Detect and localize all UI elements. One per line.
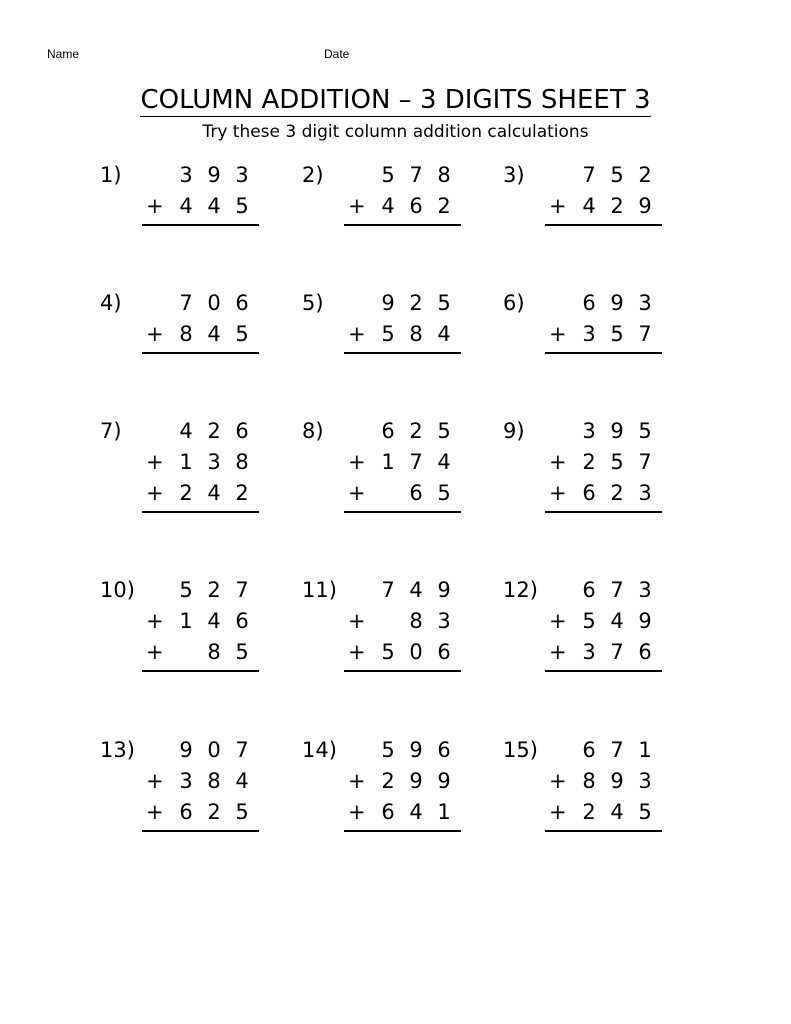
digit: 7: [409, 450, 423, 474]
digit: 3: [638, 769, 652, 793]
digit: 9: [437, 578, 451, 602]
name-label: Name: [47, 47, 80, 61]
digit: 3: [638, 578, 652, 602]
digit: 9: [179, 738, 193, 762]
plus-sign: +: [348, 800, 366, 824]
digit: 1: [179, 609, 193, 633]
digit: 5: [437, 291, 451, 315]
plus-sign: +: [549, 194, 567, 218]
problem-2: [302, 160, 492, 260]
addend-rows: [545, 160, 663, 222]
digit: 4: [437, 322, 451, 346]
digit: 3: [638, 291, 652, 315]
digit: 3: [582, 640, 596, 664]
digit: 5: [235, 322, 249, 346]
addend-row: [142, 447, 260, 478]
addend-row: [142, 478, 260, 509]
problem-14: [302, 735, 492, 835]
digit: 7: [638, 450, 652, 474]
digit: 6: [179, 800, 193, 824]
problem-1: [100, 160, 290, 260]
answer-line: [344, 352, 461, 354]
problem-number: 9): [503, 419, 525, 443]
digit: 5: [437, 419, 451, 443]
first-addend: [344, 160, 462, 191]
plus-sign: +: [146, 194, 164, 218]
addend-row: [344, 447, 462, 478]
digit: 2: [207, 419, 221, 443]
digit: 6: [582, 481, 596, 505]
plus-sign: +: [348, 322, 366, 346]
addend-rows: [545, 735, 663, 828]
digit: 2: [235, 481, 249, 505]
plus-sign: +: [146, 800, 164, 824]
answer-line: [142, 830, 259, 832]
digit: 4: [610, 609, 624, 633]
digit: 3: [638, 481, 652, 505]
digit: 9: [638, 609, 652, 633]
first-addend: [545, 416, 663, 447]
digit: 4: [179, 419, 193, 443]
addend-rows: [142, 160, 260, 222]
digit: 6: [381, 800, 395, 824]
digit: 6: [409, 481, 423, 505]
plus-sign: +: [146, 481, 164, 505]
addend-row: [545, 606, 663, 637]
problem-number: 14): [302, 738, 337, 762]
worksheet-subtitle: Try these 3 digit column addition calculations: [202, 122, 589, 142]
digit: 9: [437, 769, 451, 793]
problem-4: [100, 288, 290, 388]
digit: 4: [179, 194, 193, 218]
digit: 6: [235, 291, 249, 315]
digit: 8: [409, 609, 423, 633]
first-addend: [545, 160, 663, 191]
digit: 9: [610, 419, 624, 443]
problem-number: 13): [100, 738, 135, 762]
plus-sign: +: [146, 322, 164, 346]
digit: 0: [207, 291, 221, 315]
digit: 9: [610, 769, 624, 793]
digit: 5: [381, 163, 395, 187]
problem-number: 5): [302, 291, 324, 315]
plus-sign: +: [146, 450, 164, 474]
digit: 8: [235, 450, 249, 474]
digit: 0: [409, 640, 423, 664]
addend-rows: [142, 416, 260, 509]
digit: 3: [207, 450, 221, 474]
plus-sign: +: [348, 481, 366, 505]
plus-sign: +: [146, 609, 164, 633]
digit: 9: [207, 163, 221, 187]
digit: 4: [207, 609, 221, 633]
digit: 6: [437, 738, 451, 762]
digit: 8: [207, 640, 221, 664]
plus-sign: +: [549, 609, 567, 633]
addend-row: [142, 319, 260, 350]
date-label: Date: [324, 47, 350, 61]
problem-number: 8): [302, 419, 324, 443]
addend-rows: [142, 288, 260, 350]
plus-sign: +: [549, 481, 567, 505]
digit: 2: [638, 163, 652, 187]
digit: 6: [235, 609, 249, 633]
addend-row: [545, 766, 663, 797]
addend-rows: [142, 735, 260, 828]
digit: 2: [582, 800, 596, 824]
digit: 4: [207, 194, 221, 218]
digit: 8: [582, 769, 596, 793]
problem-number: 4): [100, 291, 122, 315]
worksheet-title-text: COLUMN ADDITION – 3 DIGITS SHEET 3: [140, 85, 651, 115]
digit: 9: [409, 769, 423, 793]
problem-number: 7): [100, 419, 122, 443]
digit: 6: [437, 640, 451, 664]
digit: 8: [409, 322, 423, 346]
answer-line: [142, 224, 259, 226]
problem-10: [100, 575, 290, 675]
addend-row: [545, 637, 663, 668]
digit: 7: [582, 163, 596, 187]
digit: 1: [179, 450, 193, 474]
addend-row: [344, 766, 462, 797]
digit: 2: [437, 194, 451, 218]
answer-line: [545, 670, 662, 672]
digit: 6: [582, 738, 596, 762]
digit: 6: [638, 640, 652, 664]
addend-row: [344, 637, 462, 668]
addend-row: [142, 797, 260, 828]
digit: 7: [381, 578, 395, 602]
addend-rows: [344, 735, 462, 828]
digit: 6: [409, 194, 423, 218]
addend-row: [545, 319, 663, 350]
digit: 6: [582, 291, 596, 315]
addend-row: [142, 637, 260, 668]
digit: 5: [638, 800, 652, 824]
digit: 1: [381, 450, 395, 474]
digit: 6: [381, 419, 395, 443]
first-addend: [344, 575, 462, 606]
digit: 3: [179, 769, 193, 793]
digit: 4: [381, 194, 395, 218]
addend-row: [344, 478, 462, 509]
first-addend: [142, 160, 260, 191]
plus-sign: +: [348, 609, 366, 633]
digit: 5: [610, 322, 624, 346]
digit: 4: [582, 194, 596, 218]
plus-sign: +: [348, 640, 366, 664]
plus-sign: +: [549, 640, 567, 664]
plus-sign: +: [549, 450, 567, 474]
digit: 5: [381, 738, 395, 762]
addend-row: [142, 606, 260, 637]
digit: 3: [582, 419, 596, 443]
digit: 1: [437, 800, 451, 824]
digit: 5: [437, 481, 451, 505]
first-addend: [545, 735, 663, 766]
addend-rows: [344, 416, 462, 509]
digit: 2: [409, 419, 423, 443]
plus-sign: +: [348, 769, 366, 793]
digit: 8: [179, 322, 193, 346]
answer-line: [545, 830, 662, 832]
problem-number: 6): [503, 291, 525, 315]
answer-line: [344, 511, 461, 513]
addend-row: [142, 191, 260, 222]
addend-rows: [545, 288, 663, 350]
addend-row: [545, 478, 663, 509]
digit: 2: [207, 578, 221, 602]
digit: 5: [381, 322, 395, 346]
digit: 5: [610, 450, 624, 474]
digit: 7: [409, 163, 423, 187]
digit: 4: [207, 481, 221, 505]
answer-line: [545, 511, 662, 513]
digit: 2: [179, 481, 193, 505]
addend-row: [142, 766, 260, 797]
first-addend: [545, 575, 663, 606]
problem-13: [100, 735, 290, 835]
digit: 5: [235, 640, 249, 664]
problem-number: 1): [100, 163, 122, 187]
digit: 7: [179, 291, 193, 315]
digit: 6: [235, 419, 249, 443]
problem-5: [302, 288, 492, 388]
digit: 2: [207, 800, 221, 824]
answer-line: [142, 352, 259, 354]
digit: 5: [179, 578, 193, 602]
digit: 5: [638, 419, 652, 443]
problem-number: 15): [503, 738, 538, 762]
digit: 7: [235, 738, 249, 762]
plus-sign: +: [146, 640, 164, 664]
addend-rows: [545, 416, 663, 509]
addend-rows: [344, 160, 462, 222]
first-addend: [142, 288, 260, 319]
problem-number: 3): [503, 163, 525, 187]
digit: 4: [235, 769, 249, 793]
digit: 8: [437, 163, 451, 187]
digit: 5: [235, 800, 249, 824]
digit: 7: [610, 578, 624, 602]
first-addend: [344, 735, 462, 766]
digit: 2: [409, 291, 423, 315]
digit: 3: [179, 163, 193, 187]
digit: 4: [437, 450, 451, 474]
problem-6: [503, 288, 693, 388]
answer-line: [344, 224, 461, 226]
digit: 2: [381, 769, 395, 793]
addend-row: [545, 447, 663, 478]
plus-sign: +: [549, 322, 567, 346]
digit: 2: [582, 450, 596, 474]
answer-line: [545, 224, 662, 226]
problem-number: 11): [302, 578, 337, 602]
first-addend: [344, 416, 462, 447]
digit: 4: [610, 800, 624, 824]
problem-15: [503, 735, 693, 835]
digit: 9: [381, 291, 395, 315]
digit: 3: [235, 163, 249, 187]
problem-9: [503, 416, 693, 516]
plus-sign: +: [348, 194, 366, 218]
addend-rows: [344, 575, 462, 668]
first-addend: [545, 288, 663, 319]
addend-row: [545, 191, 663, 222]
digit: 9: [610, 291, 624, 315]
addend-row: [545, 797, 663, 828]
digit: 5: [381, 640, 395, 664]
addend-row: [344, 319, 462, 350]
digit: 7: [235, 578, 249, 602]
plus-sign: +: [549, 800, 567, 824]
digit: 5: [582, 609, 596, 633]
answer-line: [142, 670, 259, 672]
addend-rows: [142, 575, 260, 668]
addend-row: [344, 606, 462, 637]
answer-line: [344, 830, 461, 832]
problem-12: [503, 575, 693, 675]
digit: 5: [235, 194, 249, 218]
digit: 4: [207, 322, 221, 346]
first-addend: [344, 288, 462, 319]
problem-number: 2): [302, 163, 324, 187]
worksheet-title: [0, 84, 791, 116]
digit: 2: [610, 481, 624, 505]
addend-rows: [344, 288, 462, 350]
digit: 9: [409, 738, 423, 762]
digit: 4: [409, 578, 423, 602]
digit: 8: [207, 769, 221, 793]
plus-sign: +: [549, 769, 567, 793]
addend-rows: [545, 575, 663, 668]
digit: 1: [638, 738, 652, 762]
digit: 3: [582, 322, 596, 346]
digit: 7: [638, 322, 652, 346]
answer-line: [545, 352, 662, 354]
digit: 7: [610, 738, 624, 762]
problem-number: 10): [100, 578, 135, 602]
addend-row: [344, 191, 462, 222]
digit: 7: [610, 640, 624, 664]
digit: 2: [610, 194, 624, 218]
digit: 4: [409, 800, 423, 824]
answer-line: [142, 511, 259, 513]
problem-3: [503, 160, 693, 260]
problem-8: [302, 416, 492, 516]
problem-7: [100, 416, 290, 516]
first-addend: [142, 735, 260, 766]
digit: 0: [207, 738, 221, 762]
first-addend: [142, 575, 260, 606]
digit: 6: [582, 578, 596, 602]
digit: 3: [437, 609, 451, 633]
problem-number: 12): [503, 578, 538, 602]
digit: 5: [610, 163, 624, 187]
plus-sign: +: [348, 450, 366, 474]
answer-line: [344, 670, 461, 672]
plus-sign: +: [146, 769, 164, 793]
first-addend: [142, 416, 260, 447]
digit: 9: [638, 194, 652, 218]
problem-11: [302, 575, 492, 675]
addend-row: [344, 797, 462, 828]
